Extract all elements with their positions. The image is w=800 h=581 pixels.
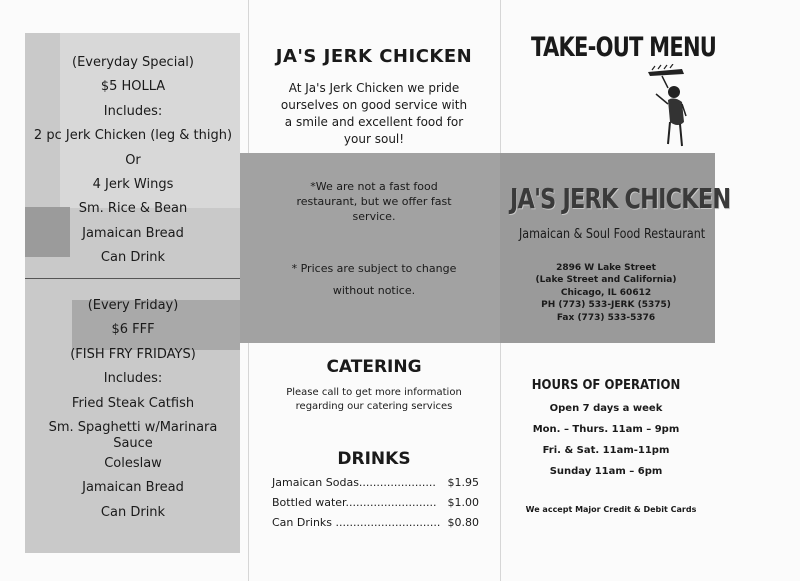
drink-name: Can Drinks .............................. [272,516,441,529]
special-line: Includes: [103,103,163,119]
address-line: 2896 W Lake Street [556,263,656,273]
drinks-heading: DRINKS [337,449,411,469]
everyday-special [28,51,238,271]
logo-restaurant-name: JA'S JERK CHICKEN [510,182,731,215]
hours-line: Open 7 days a week [549,403,663,414]
catering-text [252,386,496,414]
intro-line: ourselves on good service with [280,98,468,112]
address-line: Chicago, IL 60612 [560,287,652,298]
drink-item [272,493,479,513]
intro-line: At Ja's Jerk Chicken we pride [288,81,460,95]
special-line: Sm. Rice & Bean [78,201,188,217]
drinks-list [272,473,479,533]
drink-price: $1.95 [447,476,479,489]
intro-line: your soul! [343,132,405,146]
notice-line: *We are not a fast food [310,180,438,193]
drink-price: $1.00 [447,496,479,509]
restaurant-address [506,262,706,324]
catering-line: regarding our catering services [295,401,453,412]
catering-line: Please call to get more information [286,387,462,398]
special-line: (Every Friday) [87,298,179,313]
special-line: Sauce [113,436,153,452]
special-line: Includes: [103,371,163,387]
fast-food-notice [252,179,496,224]
notice-line: service. [352,210,396,223]
drink-item [272,513,479,533]
address-line: (Lake Street and California) [535,275,677,286]
notice-line: without notice. [332,284,416,297]
special-line: Coleslaw [104,456,162,472]
address-line: PH (773) 533-JERK (5375) [541,300,671,311]
drink-name: Bottled water.......................... [272,496,437,509]
special-line: Jamaican Bread [82,225,184,241]
address-line: Fax (773) 533-5376 [556,312,656,323]
special-line: Can Drink [100,250,166,266]
special-line: (Everyday Special) [72,55,194,70]
special-line: (FISH FRY FRIDAYS) [70,346,196,362]
hours-line: Sunday 11am – 6pm [549,466,663,477]
waiter-illustration-icon [638,64,698,150]
hours-line: Fri. & Sat. 11am-11pm [542,445,670,456]
notice-line: restaurant, but we offer fast [296,195,452,208]
special-line: Can Drink [100,504,166,520]
special-line: Sm. Spaghetti w/Marinara [48,420,218,436]
hours-list [506,398,706,482]
take-out-menu-title: TAKE-OUT MENU [531,32,717,63]
restaurant-title: JA'S JERK CHICKEN [275,46,473,67]
restaurant-tagline: Jamaican & Soul Food Restaurant [519,227,706,242]
special-line: $6 FFF [111,322,155,338]
special-line: Or [125,152,141,168]
special-line: 4 Jerk Wings [92,177,174,193]
prices-notice [252,258,496,302]
catering-heading: CATERING [326,357,422,377]
special-line: Jamaican Bread [82,480,184,496]
special-line: $5 HOLLA [100,79,166,95]
intro-line: a smile and excellent food for [284,115,464,129]
notice-line: * Prices are subject to change [291,262,457,275]
friday-special [28,294,238,525]
intro-text [252,80,496,148]
drink-item [272,473,479,493]
payment-note: We accept Major Credit & Debit Cards [525,505,697,514]
hours-heading: HOURS OF OPERATION [531,378,681,393]
hours-line: Mon. – Thurs. 11am – 9pm [532,424,680,435]
special-line: 2 pc Jerk Chicken (leg & thigh) [33,128,233,144]
special-line: Fried Steak Catfish [71,395,195,411]
drink-name: Jamaican Sodas...................... [272,476,436,489]
left-divider [25,278,240,279]
drink-price: $0.80 [447,516,479,529]
